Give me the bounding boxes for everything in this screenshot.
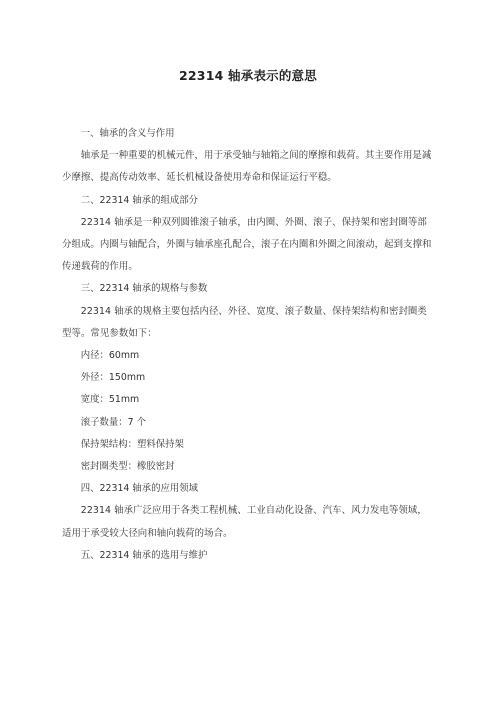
- spec-item-seal-type: 密封圈类型：橡胶密封: [80, 461, 175, 473]
- spec-item-inner-diameter: 内径：60mm: [80, 350, 140, 362]
- section-paragraph-4: 22314 轴承广泛应用于各类工程机械、工业自动化设备、汽车、风力发电等领域，适用于承受较大径向和轴向载荷的场合。: [62, 505, 427, 539]
- section-heading-2: 二、22314 轴承的组成部分: [80, 194, 198, 206]
- section-heading-3: 三、22314 轴承的规格与参数: [80, 283, 208, 295]
- spec-item-roller-count: 滚子数量：7 个: [80, 416, 146, 428]
- spec-item-cage-structure: 保持架结构：塑料保持架: [80, 438, 184, 450]
- section-paragraph-3: 22314 轴承的规格主要包括内径、外径、宽度、滚子数量、保持架结构和密封圈类型等。常见参数如下：: [62, 305, 427, 339]
- document-title: 22314 轴承表示的意思: [179, 68, 317, 83]
- section-heading-1: 一、轴承的含义与作用: [80, 128, 175, 139]
- section-heading-4: 四、22314 轴承的应用领域: [80, 483, 198, 495]
- section-heading-5: 五、22314 轴承的选用与维护: [80, 549, 208, 561]
- spec-item-width: 宽度：51mm: [80, 394, 140, 406]
- section-paragraph-1: 轴承是一种重要的机械元件，用于承受轴与轴箱之间的摩擦和载荷。其主要作用是减少摩擦、提高传动效率、延长机械设备使用寿命和保证运行平稳。: [62, 150, 432, 184]
- section-paragraph-2: 22314 轴承是一种双列圆锥滚子轴承，由内圈、外圈、滚子、保持架和密封圈等部分组成。内圈与轴配合，外圈与轴承座孔配合，滚子在内圈和外圈之间滚动，起到支撑和传递载荷的作用。: [62, 216, 432, 273]
- spec-item-outer-diameter: 外径：150mm: [80, 372, 146, 384]
